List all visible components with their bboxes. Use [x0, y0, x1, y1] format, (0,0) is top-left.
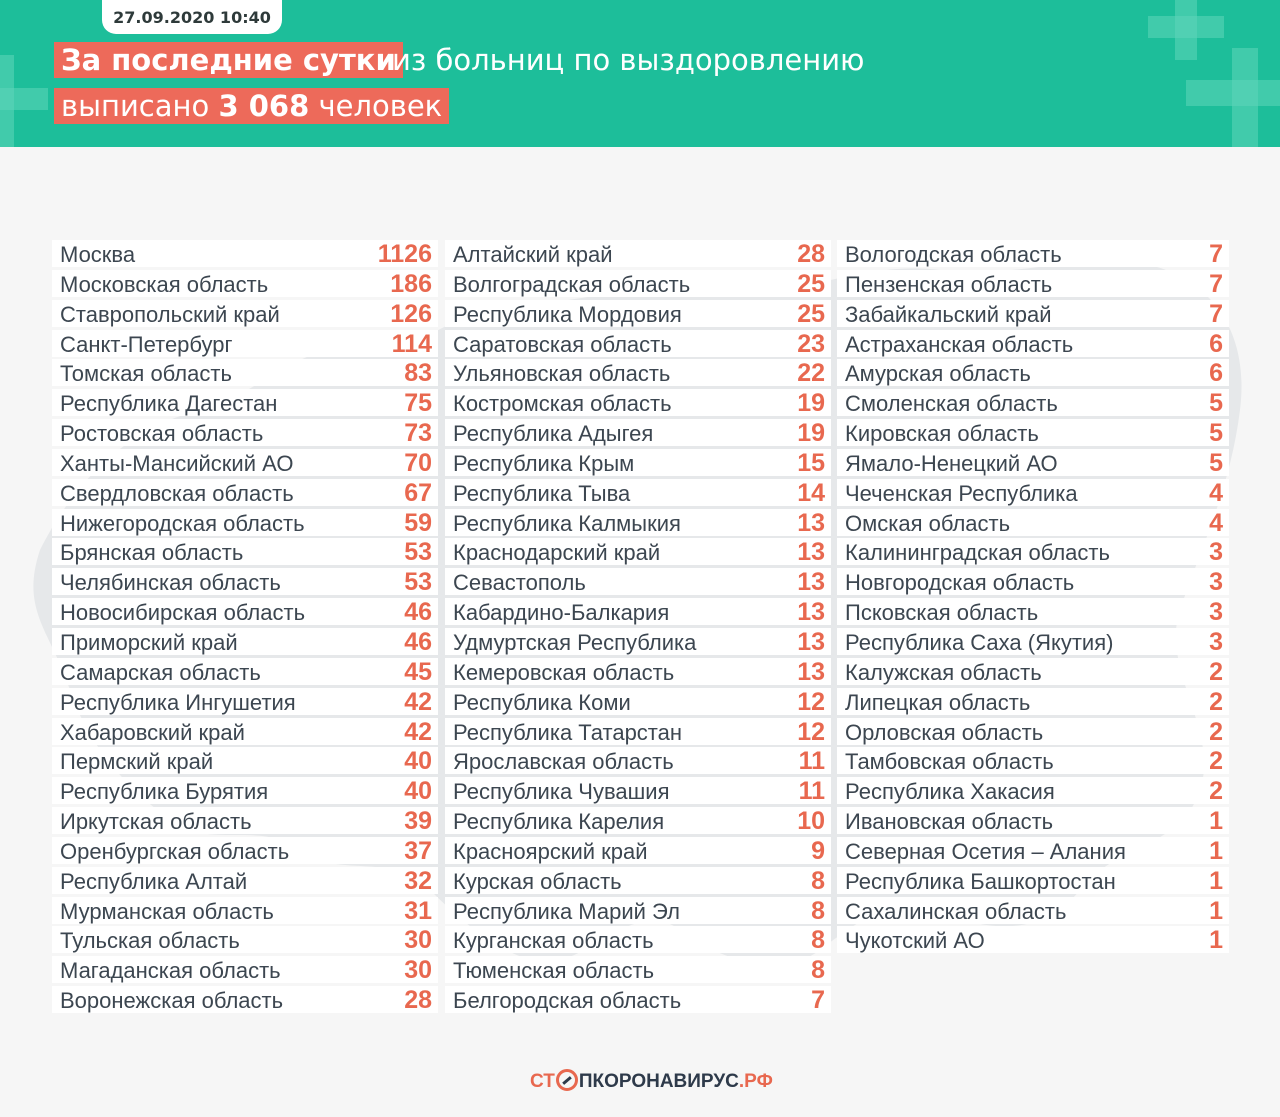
- region-value: 1: [1209, 896, 1223, 925]
- region-name: Сахалинская область: [845, 898, 1067, 924]
- region-name: Иркутская область: [60, 809, 252, 835]
- header-banner: [0, 0, 1280, 147]
- table-row: [837, 598, 1229, 625]
- region-value: 13: [797, 568, 825, 597]
- region-value: 7: [1209, 299, 1223, 328]
- region-name: Нижегородская область: [60, 510, 305, 536]
- region-value: 15: [797, 448, 825, 477]
- region-name: Республика Адыгея: [453, 421, 654, 447]
- table-row: [837, 747, 1229, 774]
- table-row: [445, 270, 831, 297]
- table-row: [445, 747, 831, 774]
- logo-part-3: .РФ: [738, 1071, 773, 1092]
- title-highlight: [54, 42, 403, 78]
- region-value: 7: [1209, 269, 1223, 298]
- table-row: [445, 807, 831, 834]
- region-name: Новосибирская область: [60, 600, 306, 626]
- region-value: 6: [1209, 359, 1223, 388]
- table-row: [445, 300, 831, 327]
- table-row: [445, 986, 831, 1013]
- region-value: 83: [404, 359, 432, 388]
- table-row: [445, 718, 831, 745]
- region-name: Республика Саха (Якутия): [845, 629, 1114, 655]
- region-value: 19: [797, 419, 825, 448]
- region-value: 22: [797, 359, 825, 388]
- region-name: Алтайский край: [453, 242, 613, 267]
- region-name: Ростовская область: [60, 421, 264, 447]
- region-name: Тюменская область: [453, 958, 655, 984]
- table-row: [52, 777, 438, 804]
- region-value: 45: [404, 657, 432, 686]
- region-value: 28: [404, 986, 432, 1015]
- discharged-total: 3 068: [218, 89, 310, 123]
- logo-part-1: СТ: [530, 1071, 555, 1092]
- stopkoronavirus-logo: [530, 1068, 790, 1096]
- table-row: [837, 330, 1229, 357]
- table-row: [837, 389, 1229, 416]
- table-row: [52, 897, 438, 924]
- table-row: [837, 718, 1229, 745]
- region-value: 7: [1209, 240, 1223, 268]
- logo-part-2: ПКОРОНАВИРУС: [578, 1071, 739, 1092]
- table-row: [837, 568, 1229, 595]
- table-row: [445, 568, 831, 595]
- region-name: Республика Алтай: [60, 868, 248, 894]
- region-value: 5: [1209, 448, 1223, 477]
- table-row: [52, 240, 438, 267]
- table-row: [52, 986, 438, 1013]
- region-value: 73: [404, 419, 432, 448]
- region-name: Северная Осетия – Алания: [845, 838, 1126, 864]
- table-row: [837, 479, 1229, 506]
- region-value: 23: [797, 329, 825, 358]
- region-value: 25: [797, 299, 825, 328]
- region-value: 10: [797, 807, 825, 836]
- table-row: [445, 837, 831, 864]
- region-name: Приморский край: [60, 629, 238, 655]
- table-row: [52, 956, 438, 983]
- region-name: Ярославская область: [453, 749, 674, 775]
- region-value: 19: [797, 389, 825, 418]
- table-row: [52, 867, 438, 894]
- region-name: Астраханская область: [845, 331, 1074, 357]
- region-value: 2: [1209, 657, 1223, 686]
- region-value: 31: [404, 896, 432, 925]
- region-value: 8: [811, 926, 825, 955]
- region-name: Воронежская область: [60, 988, 284, 1014]
- table-row: [52, 658, 438, 685]
- table-row: [445, 419, 831, 446]
- region-value: 25: [797, 269, 825, 298]
- table-row: [837, 270, 1229, 297]
- table-row: [837, 777, 1229, 804]
- region-column-1: [52, 240, 438, 1016]
- region-name: Оренбургская область: [60, 838, 290, 864]
- region-value: 28: [797, 240, 825, 268]
- region-value: 32: [404, 866, 432, 895]
- region-name: Республика Крым: [453, 450, 635, 476]
- region-value: 9: [811, 836, 825, 865]
- table-row: [52, 330, 438, 357]
- table-row: [445, 240, 831, 267]
- region-name: Республика Татарстан: [453, 719, 683, 745]
- region-name: Красноярский край: [453, 838, 648, 864]
- region-value: 67: [404, 478, 432, 507]
- region-value: 186: [390, 269, 432, 298]
- region-name: Пензенская область: [845, 271, 1053, 297]
- region-name: Волгоградская область: [453, 271, 691, 297]
- table-row: [445, 389, 831, 416]
- region-value: 30: [404, 926, 432, 955]
- table-row: [445, 330, 831, 357]
- table-row: [52, 479, 438, 506]
- table-row: [52, 598, 438, 625]
- region-value: 13: [797, 538, 825, 567]
- region-name: Тульская область: [60, 928, 240, 954]
- plus-decoration-icon: [0, 88, 48, 110]
- region-value: 3: [1209, 568, 1223, 597]
- table-row: [445, 628, 831, 655]
- table-row: [52, 628, 438, 655]
- region-value: 11: [798, 747, 825, 776]
- region-value: 40: [404, 747, 432, 776]
- region-name: Томская область: [60, 361, 232, 387]
- region-value: 13: [797, 657, 825, 686]
- region-value: 42: [404, 687, 432, 716]
- table-row: [52, 568, 438, 595]
- table-row: [445, 598, 831, 625]
- region-value: 2: [1209, 747, 1223, 776]
- table-row: [52, 837, 438, 864]
- table-row: [445, 777, 831, 804]
- region-name: Челябинская область: [60, 570, 281, 596]
- region-name: Вологодская область: [845, 242, 1062, 267]
- region-name: Омская область: [845, 510, 1011, 536]
- region-value: 1: [1209, 807, 1223, 836]
- title-rest: из больниц по выздоровлению: [392, 43, 865, 77]
- region-value: 13: [797, 627, 825, 656]
- region-value: 46: [404, 598, 432, 627]
- region-name: Пермский край: [60, 749, 214, 775]
- table-row: [445, 897, 831, 924]
- table-row: [445, 449, 831, 476]
- region-column-3: [837, 240, 1229, 956]
- region-value: 2: [1209, 687, 1223, 716]
- table-row: [445, 538, 831, 565]
- table-row: [837, 628, 1229, 655]
- region-name: Забайкальский край: [845, 301, 1052, 327]
- region-value: 3: [1209, 538, 1223, 567]
- table-row: [837, 658, 1229, 685]
- discharged-suffix: человек: [318, 89, 443, 123]
- region-name: Мурманская область: [60, 898, 274, 924]
- table-row: [445, 956, 831, 983]
- region-name: Чукотский АО: [845, 928, 985, 954]
- region-name: Калининградская область: [845, 540, 1110, 566]
- table-row: [837, 300, 1229, 327]
- plus-decoration-icon: [1186, 80, 1280, 106]
- region-value: 70: [404, 448, 432, 477]
- region-name: Республика Коми: [453, 689, 631, 715]
- region-value: 6: [1209, 329, 1223, 358]
- region-value: 46: [404, 627, 432, 656]
- plus-decoration-icon: [1148, 16, 1224, 38]
- table-row: [445, 658, 831, 685]
- table-row: [837, 807, 1229, 834]
- region-name: Ставропольский край: [60, 301, 280, 327]
- region-value: 114: [391, 329, 432, 358]
- table-row: [837, 419, 1229, 446]
- region-name: Санкт-Петербург: [60, 331, 233, 357]
- region-value: 5: [1209, 419, 1223, 448]
- region-name: Республика Дагестан: [60, 391, 278, 417]
- table-row: [837, 240, 1229, 267]
- table-row: [445, 359, 831, 386]
- table-row: [52, 718, 438, 745]
- table-row: [445, 479, 831, 506]
- table-row: [837, 509, 1229, 536]
- region-value: 75: [404, 389, 432, 418]
- region-value: 11: [798, 777, 825, 806]
- region-name: Ивановская область: [845, 809, 1054, 835]
- region-name: Республика Ингушетия: [60, 689, 296, 715]
- region-name: Республика Хакасия: [845, 779, 1055, 805]
- table-row: [837, 688, 1229, 715]
- region-value: 4: [1209, 478, 1223, 507]
- table-row: [52, 270, 438, 297]
- date-badge: 27.09.2020 10:40: [102, 0, 282, 34]
- region-name: Кировская область: [845, 421, 1039, 447]
- region-name: Орловская область: [845, 719, 1044, 745]
- region-name: Саратовская область: [453, 331, 672, 357]
- region-column-2: [445, 240, 831, 1016]
- region-name: Амурская область: [845, 361, 1031, 387]
- table-row: [837, 926, 1229, 953]
- region-value: 13: [797, 508, 825, 537]
- region-name: Костромская область: [453, 391, 672, 417]
- region-value: 59: [404, 508, 432, 537]
- region-value: 1: [1209, 866, 1223, 895]
- virus-icon: [556, 1069, 578, 1091]
- region-value: 8: [811, 896, 825, 925]
- region-value: 7: [811, 986, 825, 1015]
- region-name: Республика Мордовия: [453, 301, 682, 327]
- region-name: Самарская область: [60, 659, 261, 685]
- region-value: 126: [390, 299, 432, 328]
- region-value: 40: [404, 777, 432, 806]
- region-name: Калужская область: [845, 659, 1042, 685]
- region-value: 53: [404, 538, 432, 567]
- region-name: Тамбовская область: [845, 749, 1054, 775]
- region-value: 14: [797, 478, 825, 507]
- region-value: 3: [1209, 598, 1223, 627]
- region-name: Республика Карелия: [453, 809, 665, 835]
- region-value: 53: [404, 568, 432, 597]
- region-name: Ульяновская область: [453, 361, 671, 387]
- region-value: 37: [404, 836, 432, 865]
- region-value: 12: [797, 687, 825, 716]
- table-row: [837, 538, 1229, 565]
- table-row: [52, 747, 438, 774]
- table-row: [52, 300, 438, 327]
- region-value: 4: [1209, 508, 1223, 537]
- region-value: 12: [797, 717, 825, 746]
- region-value: 13: [797, 598, 825, 627]
- table-row: [837, 867, 1229, 894]
- table-row: [837, 897, 1229, 924]
- region-name: Московская область: [60, 271, 269, 297]
- table-row: [52, 419, 438, 446]
- region-value: 1126: [377, 240, 432, 268]
- region-name: Москва: [60, 242, 136, 267]
- region-name: Кабардино-Балкария: [453, 600, 670, 626]
- table-row: [837, 449, 1229, 476]
- region-name: Республика Чувашия: [453, 779, 670, 805]
- region-name: Курганская область: [453, 928, 654, 954]
- region-name: Белгородская область: [453, 988, 682, 1014]
- region-name: Ямало-Ненецкий АО: [845, 450, 1058, 476]
- region-name: Смоленская область: [845, 391, 1058, 417]
- region-name: Ханты-Мансийский АО: [60, 450, 294, 476]
- table-row: [445, 509, 831, 536]
- region-name: Республика Калмыкия: [453, 510, 681, 536]
- region-name: Брянская область: [60, 540, 244, 566]
- region-name: Республика Башкортостан: [845, 868, 1116, 894]
- region-name: Севастополь: [453, 570, 586, 596]
- region-value: 5: [1209, 389, 1223, 418]
- table-row: [52, 688, 438, 715]
- region-value: 42: [404, 717, 432, 746]
- discharged-line: [54, 88, 449, 124]
- region-name: Республика Марий Эл: [453, 898, 680, 924]
- region-value: 1: [1209, 926, 1223, 955]
- region-name: Республика Тыва: [453, 480, 631, 506]
- region-name: Чеченская Республика: [845, 480, 1078, 506]
- region-value: 1: [1209, 836, 1223, 865]
- region-name: Удмуртская Республика: [453, 629, 697, 655]
- region-name: Магаданская область: [60, 958, 281, 984]
- region-name: Республика Бурятия: [60, 779, 269, 805]
- region-name: Свердловская область: [60, 480, 294, 506]
- region-value: 8: [811, 866, 825, 895]
- region-name: Курская область: [453, 868, 622, 894]
- table-row: [52, 449, 438, 476]
- discharged-prefix: выписано: [61, 89, 210, 123]
- region-name: Псковская область: [845, 600, 1039, 626]
- table-row: [52, 389, 438, 416]
- table-row: [445, 688, 831, 715]
- table-row: [52, 807, 438, 834]
- table-row: [837, 837, 1229, 864]
- region-name: Кемеровская область: [453, 659, 675, 685]
- region-value: 8: [811, 956, 825, 985]
- region-value: 30: [404, 956, 432, 985]
- region-name: Хабаровский край: [60, 719, 245, 745]
- table-row: [837, 359, 1229, 386]
- region-name: Новгородская область: [845, 570, 1075, 596]
- title-highlight-text: За последние сутки: [61, 43, 396, 77]
- table-row: [52, 359, 438, 386]
- region-value: 2: [1209, 717, 1223, 746]
- region-name: Краснодарский край: [453, 540, 661, 566]
- table-row: [445, 926, 831, 953]
- table-row: [52, 538, 438, 565]
- region-value: 2: [1209, 777, 1223, 806]
- table-row: [52, 509, 438, 536]
- region-value: 39: [404, 807, 432, 836]
- region-name: Липецкая область: [845, 689, 1031, 715]
- table-row: [52, 926, 438, 953]
- table-row: [445, 867, 831, 894]
- region-value: 3: [1209, 627, 1223, 656]
